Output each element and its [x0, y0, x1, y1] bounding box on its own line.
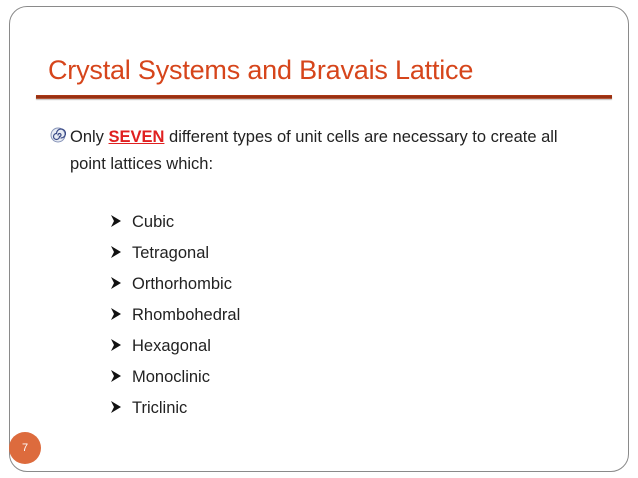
arrow-bullet-icon	[110, 369, 122, 383]
arrow-bullet-icon	[110, 307, 122, 321]
list-item	[110, 269, 240, 300]
lead-bullet	[50, 124, 590, 178]
arrow-bullet-icon	[110, 338, 122, 352]
lead-text-before: Only	[70, 128, 109, 146]
crystal-system-list	[110, 207, 240, 424]
list-item	[110, 393, 240, 424]
list-item-label: Rhombohedral	[132, 306, 241, 324]
arrow-bullet-icon	[110, 214, 122, 228]
lead-text-after: different types of unit cells are necessary to create all point lattices which:	[70, 128, 558, 173]
arrow-bullet-icon	[110, 276, 122, 290]
list-item-label: Monoclinic	[132, 368, 210, 386]
title-underline	[36, 95, 612, 99]
list-item-label: Triclinic	[132, 399, 188, 417]
list-item-label: Hexagonal	[132, 337, 211, 355]
list-item-label: Tetragonal	[132, 244, 210, 262]
lead-emphasis: SEVEN	[108, 128, 165, 146]
list-item	[110, 300, 240, 331]
page-number-badge: 7	[9, 432, 41, 464]
slide-title: Crystal Systems and Bravais Lattice	[48, 55, 474, 85]
list-item	[110, 238, 240, 269]
list-item-label: Cubic	[132, 213, 175, 231]
arrow-bullet-icon	[110, 245, 122, 259]
swirl-bullet-icon	[50, 127, 66, 143]
arrow-bullet-icon	[110, 400, 122, 414]
list-item	[110, 331, 240, 362]
list-item	[110, 362, 240, 393]
list-item	[110, 207, 240, 238]
lead-text	[70, 124, 590, 178]
list-item-label: Orthorhombic	[132, 275, 232, 293]
